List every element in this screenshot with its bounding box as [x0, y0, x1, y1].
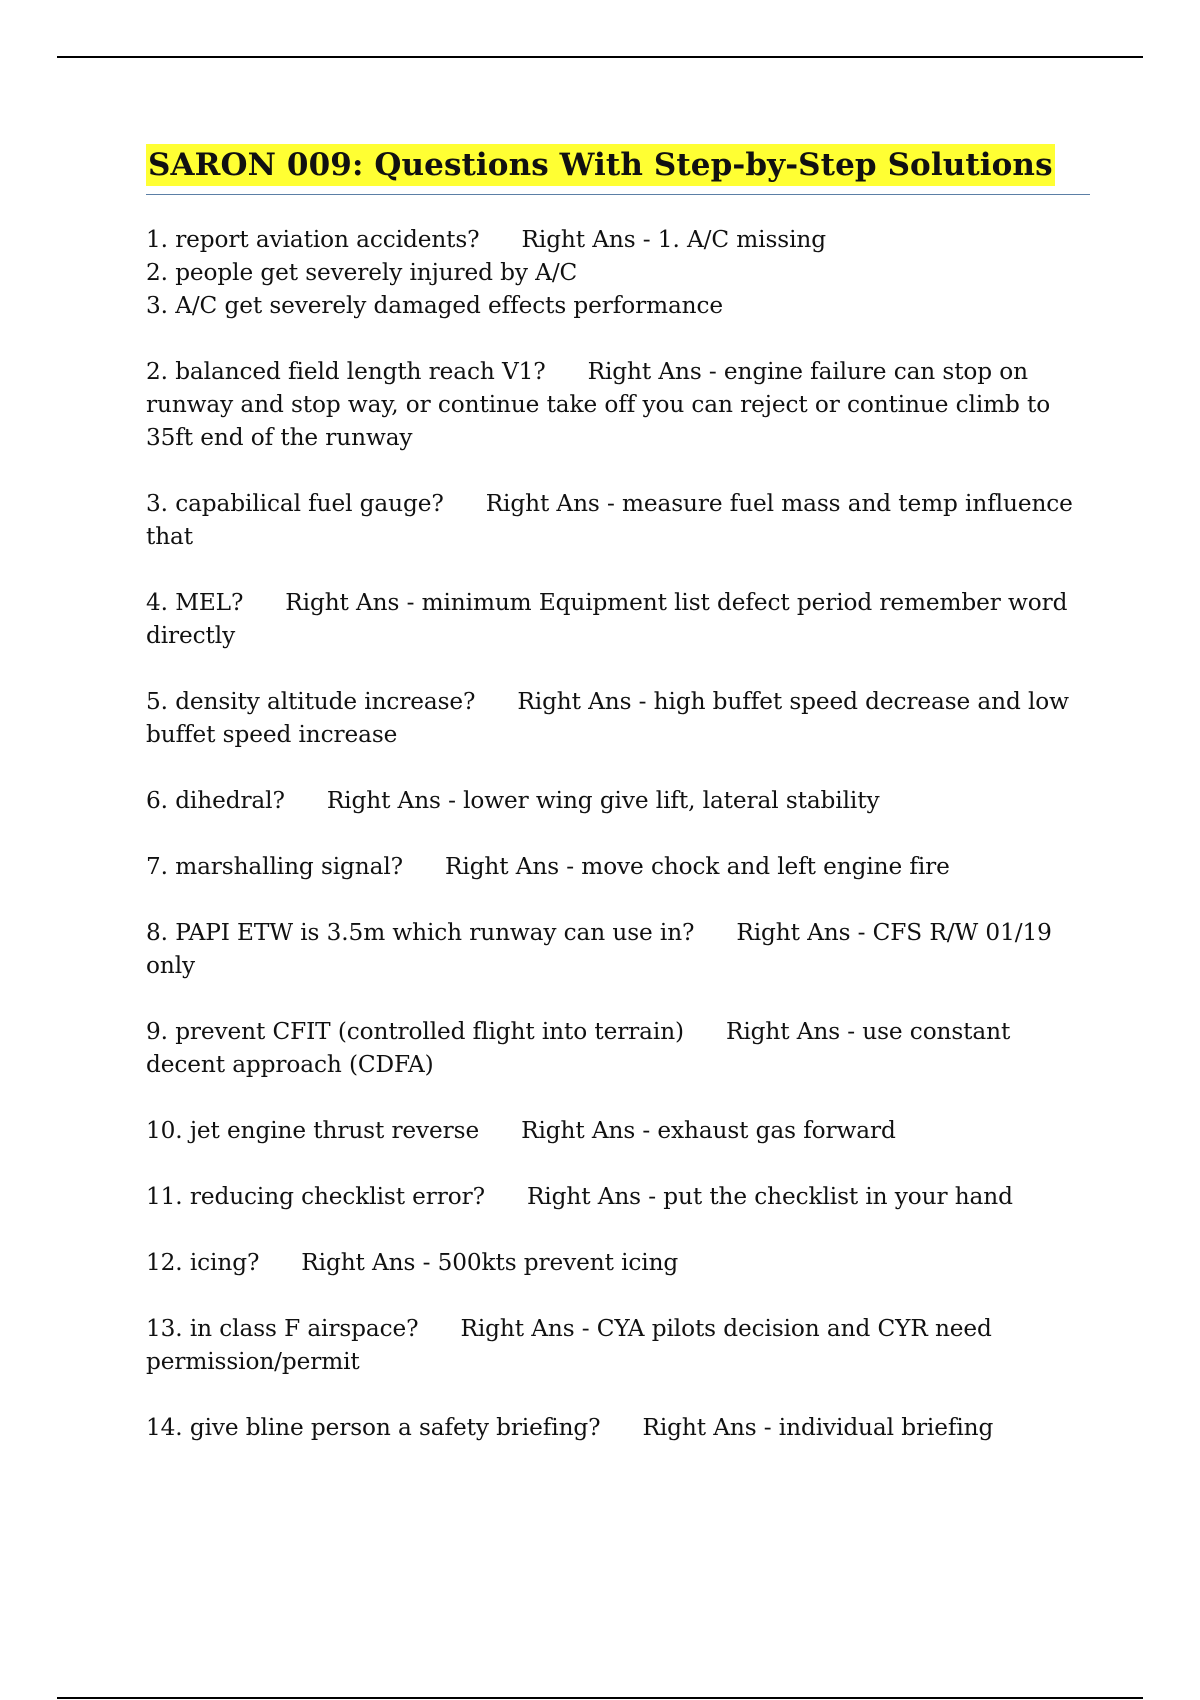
qa-item-9 — [146, 1015, 1090, 1081]
qa-line — [146, 223, 1090, 256]
qa-item-6 — [146, 784, 1090, 817]
document-body — [146, 144, 1090, 1477]
question-text: 7. marshalling signal? — [146, 853, 404, 880]
qa-item-3 — [146, 487, 1090, 553]
page-bottom-rule — [57, 1697, 1143, 1699]
qa-item-8 — [146, 916, 1090, 982]
qa-item-11 — [146, 1180, 1090, 1213]
answer-text: Right Ans - use constant decent approach (CDFA) — [146, 1018, 1011, 1078]
qa-item-12 — [146, 1246, 1090, 1279]
qa-item-4 — [146, 586, 1090, 652]
qa-item-1 — [146, 223, 1090, 322]
qa-item-10 — [146, 1114, 1090, 1147]
answer-text: Right Ans - lower wing give lift, lateral stability — [326, 787, 880, 814]
qa-item-13 — [146, 1312, 1090, 1378]
qa-item-5 — [146, 685, 1090, 751]
page-top-rule — [57, 56, 1143, 58]
question-text: 10. jet engine thrust reverse — [146, 1117, 480, 1144]
question-text: 8. PAPI ETW is 3.5m which runway can use in? — [146, 919, 695, 946]
qa-item-7 — [146, 850, 1090, 883]
question-text: 13. in class F airspace? — [146, 1315, 419, 1342]
answer-text: Right Ans - move chock and left engine fire — [445, 853, 950, 880]
answer-text: Right Ans - exhaust gas forward — [521, 1117, 896, 1144]
qa-item-2 — [146, 355, 1090, 454]
document-title: SARON 009: Questions With Step-by-Step Solutions — [146, 144, 1055, 186]
question-text: 9. prevent CFIT (controlled flight into terrain) — [146, 1018, 684, 1045]
qa-item-14 — [146, 1411, 1090, 1444]
question-text: 4. MEL? — [146, 589, 244, 616]
answer-text: Right Ans - put the checklist in your hand — [526, 1183, 1013, 1210]
answer-text: Right Ans - CFS R/W 01/19 only — [146, 919, 1052, 979]
question-text: 1. report aviation accidents? — [146, 226, 480, 253]
answer-text: Right Ans - 1. A/C missing — [521, 226, 826, 253]
question-text: 12. icing? — [146, 1249, 260, 1276]
answer-text: Right Ans - engine failure can stop on runway and stop way, or continue take off you can reject or continue climb to 35ft end of the runway — [146, 358, 1051, 451]
question-text: 3. capabilical fuel gauge? — [146, 490, 444, 517]
question-text: 14. give bline person a safety briefing? — [146, 1414, 601, 1441]
answer-text: Right Ans - high buffet speed decrease and low buffet speed increase — [146, 688, 1069, 748]
answer-text: Right Ans - CYA pilots decision and CYR need permission/permit — [146, 1315, 992, 1375]
answer-text: Right Ans - measure fuel mass and temp influence that — [146, 490, 1073, 550]
question-text: 5. density altitude increase? — [146, 688, 476, 715]
answer-text: Right Ans - minimum Equipment list defect period remember word directly — [146, 589, 1068, 649]
question-text: 6. dihedral? — [146, 787, 285, 814]
answer-text: Right Ans - 500kts prevent icing — [301, 1249, 679, 1276]
title-underline — [146, 144, 1090, 195]
question-text: 11. reducing checklist error? — [146, 1183, 485, 1210]
answer-text: Right Ans - individual briefing — [642, 1414, 994, 1441]
answer-continuation: 3. A/C get severely damaged effects performance — [146, 292, 724, 319]
answer-continuation: 2. people get severely injured by A/C — [146, 259, 578, 286]
question-text: 2. balanced field length reach V1? — [146, 358, 546, 385]
